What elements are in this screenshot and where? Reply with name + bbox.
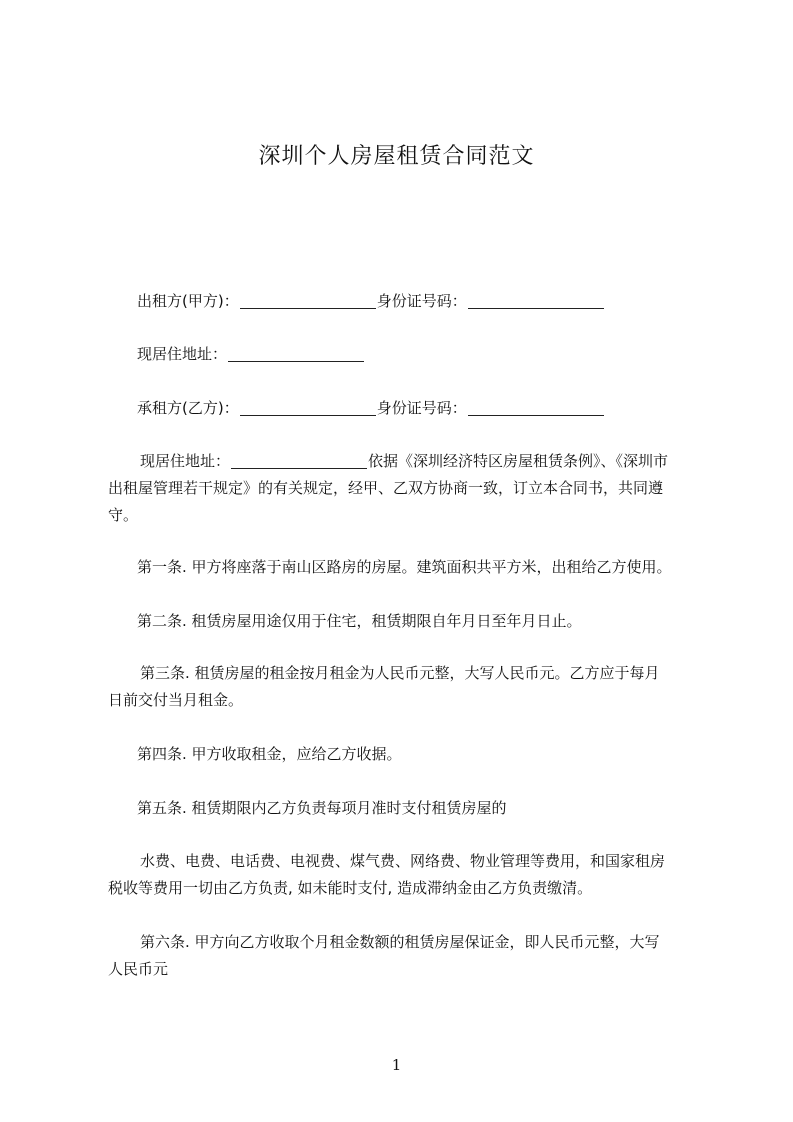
lessee-name-blank [240,400,376,416]
lessor-line [137,291,605,311]
lessee-address-blank [231,453,367,469]
document-title: 深圳个人房屋租赁合同范文 [258,144,535,169]
article-6-line1: 第六条. 甲方向乙方收取个月租金数额的租赁房屋保证金，即人民币元整，大写 [140,933,660,951]
lessee-id-blank [468,400,604,416]
article-5-cont-line2: 税收等费用一切由乙方负责, 如未能时支付, 造成滞纳金由乙方负责缴清。 [108,879,593,897]
lessee-line [137,398,605,418]
article-6 [108,929,708,983]
article-4: 第四条. 甲方收取租金，应给乙方收据。 [137,745,402,763]
article-1: 第一条. 甲方将座落于南山区路房的房屋。建筑面积共平方米，出租给乙方使用。 [137,558,672,576]
page-number: 1 [391,1056,402,1074]
lessee-label: 承租方(乙方)： [137,399,239,417]
lessee-address-label: 现居住地址： [140,452,231,470]
lessor-id-blank [468,293,604,309]
article-5-cont-line1: 水费、电费、电话费、电视费、煤气费、网络费、物业管理等费用，和国家租房 [140,852,666,870]
article-5-continuation [108,848,708,902]
basis-text-line2: 出租屋管理若干规定》的有关规定，经甲、乙双方协商一致，订立本合同书，共同遵 [108,479,664,497]
article-3-line2: 日前交付当月租金。 [108,691,244,709]
basis-text-line3: 守。 [108,506,139,524]
basis-paragraph [108,448,708,529]
lessor-name-blank [240,293,376,309]
lessor-id-label: 身份证号码： [376,292,467,310]
lessor-address-blank [228,346,364,362]
article-3 [108,660,708,714]
lessor-label: 出租方(甲方)： [137,292,239,310]
article-5: 第五条. 租赁期限内乙方负责每项月准时支付租赁房屋的 [137,799,507,817]
article-2: 第二条. 租赁房屋用途仅用于住宅，租赁期限自年月日至年月日止。 [137,612,582,630]
article-3-line1: 第三条. 租赁房屋的租金按月租金为人民币元整，大写人民币元。乙方应于每月 [140,664,660,682]
lessor-address-label: 现居住地址： [137,345,228,363]
basis-text-line1: 依据《深圳经济特区房屋租赁条例》、《深圳市 [368,452,669,470]
lessor-address-line [137,344,365,364]
article-6-line2: 人民币元 [108,960,169,978]
lessee-id-label: 身份证号码： [376,399,467,417]
